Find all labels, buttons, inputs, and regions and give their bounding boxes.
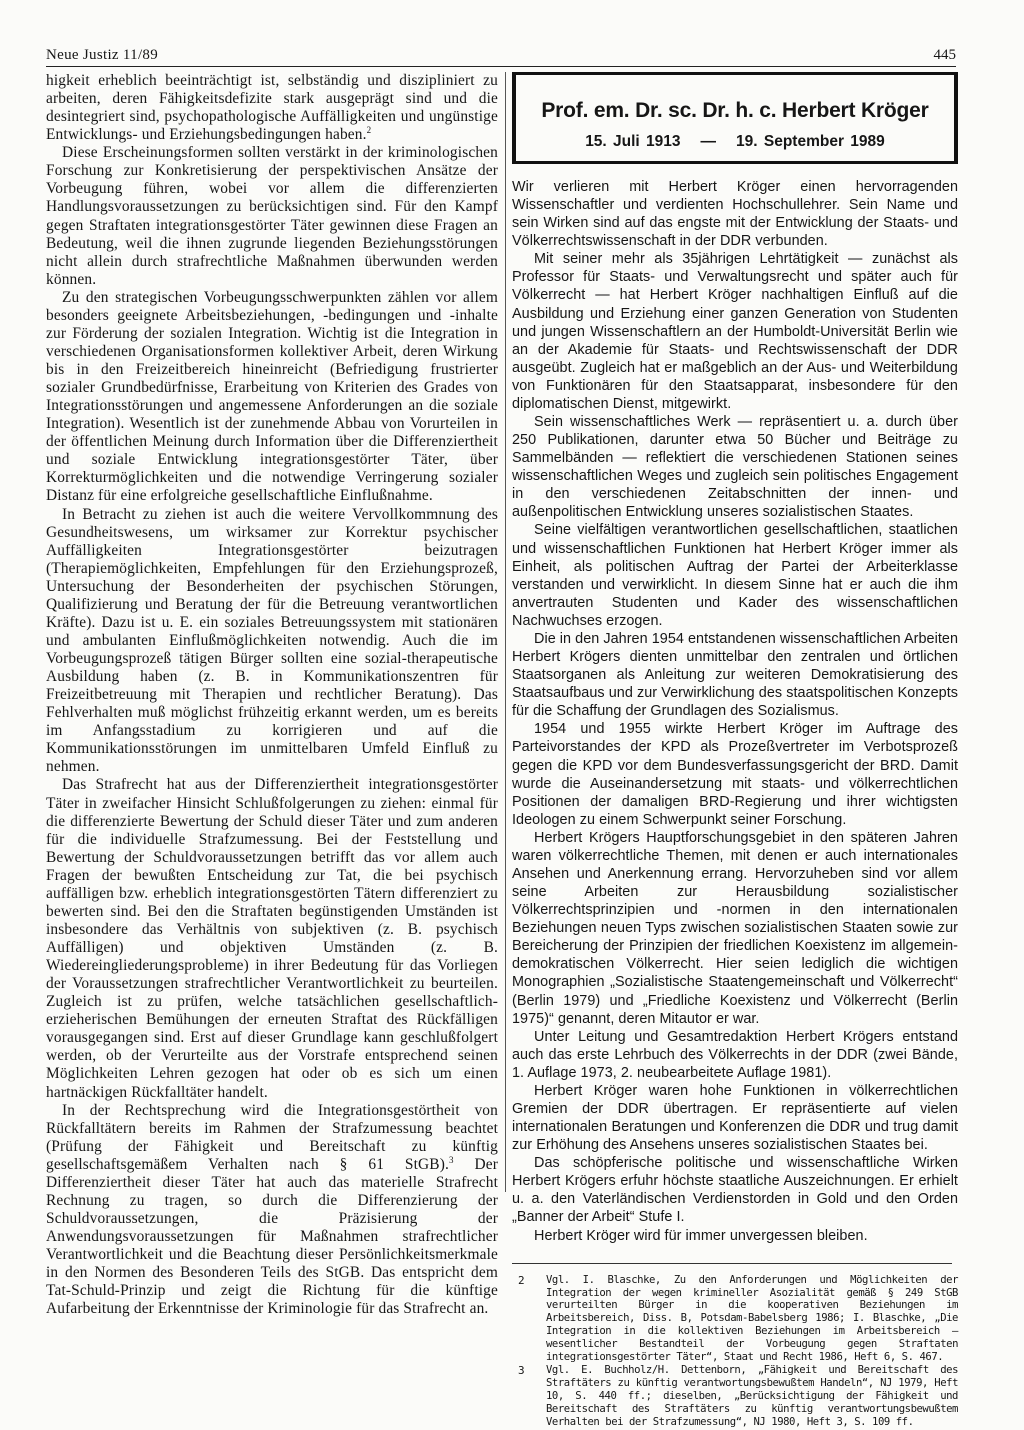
obituary-title-box bbox=[512, 72, 958, 164]
obituary-paragraph: Mit seiner mehr als 35jährigen Lehrtätigkeit — zunächst als Professor für Staats- und Verwaltungsrecht und später auch für Völkerrecht — hat Herbert Kröger nachhaltigen Einfluß auf die Ausbildung und Erziehung einer ganzen Generation von Studenten und jungen Wissenschaftlern an der Humboldt-Universität Berlin wie an der Akademie für Staats- und Rechtswissenschaft der DDR ausgeübt. Zugleich hat er maßgeblich an der Aus- und Weiterbildung von Funktionären für den Staatsapparat, insbesondere für den diplomatischen Dienst, mitgewirkt. bbox=[512, 251, 958, 412]
obituary-paragraph: Die in den Jahren 1954 entstandenen wissenschaftlichen Arbeiten Herbert Krögers dienten unmittelbar den zentralen und örtlichen Staatsorganen als Anleitung zur weiteren Demokratisierung des Staatsaufbaus und zur Verwirklichung des staatspolitischen Konzepts für die Schaffung der Grundlagen des Sozialismus. bbox=[512, 630, 958, 720]
footnote-text: Vgl. I. Blaschke, Zu den Anforderungen und Möglichkeiten der Integration der wegen krimineller Asozialität gemäß § 249 StGB verurteilten Bürger in die kooperativen Beziehungen im Arbeitsbereich, Diss. B, Potsdam-Babelsberg 1986; I. Blaschke, „Die Integration in die kollektiven Beziehungen im Arbeitsbereich — wesentlicher Bestandteil der Vorbeugung gegen Straftaten integrationsgestörter Täter“, Staat und Recht 1986, Heft 6, S. 467. bbox=[546, 1273, 958, 1364]
footnote-number: 3 bbox=[518, 1363, 525, 1377]
obituary-paragraph: Sein wissenschaftliches Werk — repräsentiert u. a. durch über 250 Publikationen, darunter etwa 50 Bücher und Beiträge zu Sammelbänden — reflektiert die verschiedenen Stationen seines wissenschaftlichen Weges und zugleich sein politisches Engagement in den verschiedenen Zeitabschnitten der innen- und außenpolitischen Entwicklung unseres sozialistischen Staates. bbox=[512, 414, 958, 521]
footnote-number: 2 bbox=[518, 1273, 525, 1287]
left-paragraph: higkeit erheblich beeinträchtigt ist, selbständig und diszipliniert zu arbeiten, deren Fähigkeitsdefizite stark ausgeprägt sind und die desintegriert sind, psychopathologische Auffälligkeiten und ungünstige Entwicklungs- und Erziehungsbedingungen haben.$^2$ bbox=[46, 72, 498, 144]
death-date: 19. September 1989 bbox=[736, 133, 885, 150]
running-header bbox=[46, 47, 956, 67]
footnote bbox=[512, 1274, 958, 1364]
obituary-paragraph: Das schöpferische politische und wissenschaftliche Wirken Herbert Krögers erfuhr höchste staatliche Auszeichnungen. Er erhielt u. a. den Vaterländischen Verdienstorden in Gold und den Orden „Banner der Arbeit“ Stufe I. bbox=[512, 1155, 958, 1226]
page-number: 445 bbox=[933, 47, 956, 63]
obituary-paragraph: Seine vielfältigen verantwortlichen gesellschaftlichen, staatlichen und wissenschaftlichen Funktionen hat Herbert Kröger immer als Einheit, als politischen Auftrag der Partei der Arbeiterklasse verstanden und verwirklicht. In diesem Sinne hat er auch die ihm anvertrauten Studenten und Kader des wissenschaftlichen Nachwuchses erzogen. bbox=[512, 522, 958, 629]
obituary-paragraph: Herbert Krögers Hauptforschungsgebiet in den späteren Jahren waren völkerrechtliche Themen, mit denen er auch internationales Ansehen und Anerkennung errang. Hervorzuheben sind vor allem seine Arbeiten zur Herausbildung sozialistischer Völkerrechtsprinzipien und -normen in den internationalen Beziehungen neuen Typs zwischen sozialistischen Staaten sowie zur Bereicherung der Prinzipien der friedlichen Koexistenz im allgemein-demokratischen Völkerrecht. Hier seien lediglich die wichtigen Monographien „Sozialistische Staatengemeinschaft und Völkerrecht“ (Berlin 1979) und „Friedliche Koexistenz und Völkerrecht (Berlin 1975)“ genannt, deren Mitautor er war. bbox=[512, 829, 958, 1027]
obituary-paragraph: Herbert Kröger waren hohe Funktionen in völkerrechtlichen Gremien der DDR übertragen. Er repräsentierte auf vielen internationalen Beratungen und Konferenzen die DDR und trug damit zur Erhöhung des Ansehens unseres sozialistischen Staates bei. bbox=[512, 1082, 958, 1154]
header-rule bbox=[46, 66, 956, 67]
left-paragraph: In der Rechtsprechung wird die Integrationsgestörtheit von Rückfalltätern bereits im Rahmen der Strafzumessung beachtet (Prüfung der Fähigkeit und Bereitschaft zu künftig gesellschaftsgemäßem Verhalten nach § 61 StGB).$^3$ Der Differenziertheit dieser Täter hat auch das materielle Strafrecht Rechnung zu tragen, so durch die Differenzierung der Schuldvoraussetzungen, die Präzisierung der Anwendungsvoraussetzungen für Maßnahmen strafrechtlicher Verantwortlichkeit und die Beachtung dieser Persönlichkeitsmerkmale in den Normen des Besonderen Teils des StGB. Das entspricht dem Tat-Schuld-Prinzip und zeigt die Richtung für die künftige Aufarbeitung der Erkenntnisse der Kriminologie für das Strafrecht an. bbox=[46, 1101, 498, 1318]
obituary-paragraph: 1954 und 1955 wirkte Herbert Kröger im Auftrage des Parteivorstandes der KPD als Prozeßvertreter im Verbotsprozeß gegen die KPD vor dem Bundesverfassungsgericht der BRD. Damit wurde die Auseinandersetzung mit staats- und völkerrechtlichen Positionen der damaligen BRD-Regierung und ihrer wichtigsten Ideologen zu einem Schwerpunkt seiner Forschung. bbox=[512, 721, 958, 828]
left-paragraph: Zu den strategischen Vorbeugungsschwerpunkten zählen vor allem besonders geeignete Arbeitsbeziehungen, -bedingungen und -inhalte zur Förderung der sozialen Integration. Wichtig ist die Integration in verschiedenen Organisationsformen kollektiver Arbeit, deren Wirkung bis in den Freizeitbereich hineinreicht (Befriedigung frustrierter sozialer Grundbedürfnisse, Erarbeitung von Kriterien des Grades von Integrationsstörungen und angemessene Anforderungen an die soziale Integration). Wesentlich ist der zunehmende Abbau von Vorurteilen in der öffentlichen Meinung durch Information über die Differenziertheit und soziale Entwicklung integrationsgestörter Täter, über Korrekturmöglichkeiten und die notwendige Verringerung sozialer Distanz für eine erfolgreiche gesellschaftliche Einflußnahme. bbox=[46, 288, 498, 505]
journal-issue: Neue Justiz 11/89 bbox=[46, 47, 159, 63]
left-column-article bbox=[46, 72, 498, 1372]
footnote-rule bbox=[512, 1263, 952, 1264]
obituary-paragraph: Wir verlieren mit Herbert Kröger einen hervorragenden Wissenschaftler und verdienten Hochschullehrer. Sein Name und sein Wirken sind auf das engste mit der Entwicklung der Staats- und Völkerrechtswissenschaft in der DDR verbunden. bbox=[512, 179, 958, 250]
right-column-obituary bbox=[512, 72, 958, 1428]
left-paragraph: Das Strafrecht hat aus der Differenziertheit integrationsgestörter Täter in zweifacher Hinsicht Schlußfolgerungen zu ziehen: einmal für die differenzierte Bewertung der Schuld dieser Täter und zum anderen für die individuelle Strafzumessung. Bei der Feststellung und Bewertung der Schuldvoraussetzungen betrifft das vor allem auch Fragen der bewußten Entscheidung zur Tat, die bei psychisch auffälligen bzw. erheblich integrationsgestörten Tätern differenziert zu bewerten sind. Bei den die Straftaten begünstigenden Umständen ist insbesondere das Verhältnis von subjektiven (z. B. psychisch Auffälligen) und objektiven Umständen (z. B. Wiedereingliederungsprobleme) in ihrer Bedeutung für das Vorliegen der Voraussetzungen strafrechtlicher Verantwortlichkeit zu beurteilen. Zugleich ist zu prüfen, welche tatsächlichen gesellschaftlich-erzieherischen Bemühungen der erneuten Straftat des Rückfälligen vorausgegangen sind. Erst auf dieser Grundlage kann geschlußfolgert werden, ob der Verurteilte aus der Vorstrafe entsprechend seinen Möglichkeiten Lehren gezogen hat oder ob es sich um einen hartnäckigen Rückfalltäter handelt. bbox=[46, 776, 498, 1101]
obituary-dates: 15. Juli 1913 — 19. September 1989 bbox=[585, 133, 885, 150]
obituary-closing: Herbert Kröger wird für immer unvergessen bleiben. bbox=[534, 1227, 868, 1244]
left-paragraph: In Betracht zu ziehen ist auch die weitere Vervollkommnung des Gesundheitswesens, um wirksamer zur Korrektur psychischer Auffälligkeiten Integrationsgestörter beizutragen (Therapiemöglichkeiten, Empfehlungen für den Erziehungsprozeß, Untersuchung der Besonderheiten der psychischen Störungen, Qualifizierung und Beratung der für die Betreuung verantwortlichen Kräfte). Dazu ist u. E. ein soziales Betreuungssystem mit stationären und ambulanten Einflußmöglichkeiten notwendig. Auch die im Vorbeugungsprozeß tätigen Bürger sollten eine sozial-therapeutische Ausbildung haben (z. B. in Kommunikationszentren für Freizeitbetreuung mit Therapien und rechtlicher Beratung). Das Fehlverhalten muß möglichst frühzeitig erkannt werden, um es bereits im Anfangsstadium zu korrigieren und auf die Kommunikationsstörungen im unmittelbaren Umfeld Einfluß zu nehmen. bbox=[46, 505, 498, 776]
footnote bbox=[512, 1364, 958, 1429]
obituary-name: Prof. em. Dr. sc. Dr. h. c. Herbert Kröger bbox=[541, 99, 929, 122]
column-divider bbox=[505, 72, 506, 1192]
obituary-paragraph: Unter Leitung und Gesamtredaktion Herbert Krögers entstand auch das erste Lehrbuch des Völkerrechts in der DDR (zwei Bände, 1. Auflage 1973, 2. neubearbeitete Auflage 1981). bbox=[512, 1028, 958, 1081]
birth-date: 15. Juli 1913 bbox=[585, 133, 681, 150]
footnote-text: Vgl. E. Buchholz/H. Dettenborn, „Fähigkeit und Bereitschaft des Straftäters zu künftig verantwortungsbewußtem Handeln“, NJ 1979, Heft 10, S. 440 ff.; dieselben, „Berücksichtigung der Fähigkeit und Bereitschaft des Straftäters zu künftig verantwortungsbewußtem Verhalten bei der Strafzumessung“, NJ 1980, Heft 3, S. 109 ff. bbox=[546, 1363, 958, 1428]
left-paragraph: Diese Erscheinungsformen sollten verstärkt in der kriminologischen Forschung zur Konkretisierung der perspektivischen Ansätze der Vorbeugung führen, wobei vor allem die differenzierten Handlungsvoraussetzungen zu berücksichtigen sind. Für den Kampf gegen Straftaten integrationsgestörter Täter gewinnen diese Fragen an Bedeutung, weil die ihnen zugrunde liegenden Beziehungsstörungen nicht allein durch strafrechtliche Maßnahmen überwunden werden können. bbox=[46, 144, 498, 288]
